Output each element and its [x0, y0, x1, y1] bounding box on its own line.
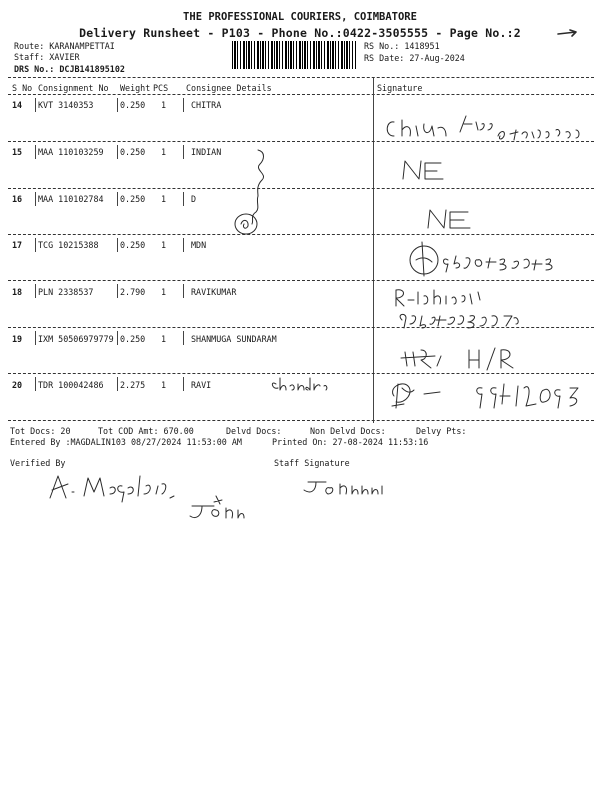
row-consignee: CHITRA: [191, 100, 222, 110]
row-pcs: 1: [161, 147, 167, 157]
table-top-rule: [8, 77, 594, 78]
verified-signature: [44, 470, 184, 506]
row-consignment: TDR 100042486: [38, 380, 104, 390]
consignee-handwriting-row-20: [270, 374, 330, 394]
rs-date: RS Date: 27-Aug-2024: [364, 53, 465, 63]
row-pcs: 1: [161, 334, 167, 344]
runsheet-subtitle: Delivery Runsheet - P103 - Phone No.:0422-3505555 - Page No.:2: [79, 26, 521, 40]
staff-label: Staff: XAVIER: [14, 52, 80, 62]
row-consignee: RAVIKUMAR: [191, 287, 237, 297]
row-consignment: MAA 110102784: [38, 194, 104, 204]
barcode: [232, 41, 356, 69]
staff-signature: [300, 474, 400, 498]
total-cod-amount: Tot COD Amt: 670.00: [98, 426, 194, 436]
row-consignee: RAVI: [191, 380, 212, 390]
total-docs: Tot Docs: 20: [10, 426, 71, 436]
row-separator: [8, 373, 594, 374]
row-weight: 0.250: [120, 334, 146, 344]
row-pcs: 1: [161, 287, 167, 297]
staff-signature-label: Staff Signature: [274, 458, 350, 468]
signature-row-14: [380, 110, 595, 150]
col-weight: Weight: [120, 83, 151, 93]
row-consignment: KVT 3140353: [38, 100, 94, 110]
signature-row-17: [404, 238, 584, 278]
signature-column-divider: [373, 78, 374, 423]
row-weight: 0.250: [120, 240, 146, 250]
row-consignee: SHANMUGA SUNDARAM: [191, 334, 277, 344]
non-delivered-docs: Non Delvd Docs:: [310, 426, 386, 436]
drs-number: DRS No.: DCJB141895102: [14, 64, 125, 74]
signature-row-16: [420, 202, 500, 234]
rs-number: RS No.: 1418951: [364, 41, 440, 51]
connector-squiggle: [234, 146, 274, 240]
col-consignment: Consignment No: [38, 83, 109, 93]
col-consignee: Consignee Details: [186, 83, 272, 93]
row-sno: 20: [12, 380, 23, 390]
row-weight: 0.250: [120, 100, 146, 110]
row-separator: [8, 141, 594, 142]
row-consignment: TCG 10215388: [38, 240, 99, 250]
row-consignment: IXM 50506979779: [38, 334, 114, 344]
row-consignment: MAA 110103259: [38, 147, 104, 157]
row-consignee: MDN: [191, 240, 207, 250]
verified-by-label: Verified By: [10, 458, 66, 468]
row-sno: 16: [12, 194, 23, 204]
table-header-rule: [8, 94, 594, 95]
delivered-docs: Delvd Docs:: [226, 426, 282, 436]
row-weight: 0.250: [120, 147, 146, 157]
row-pcs: 1: [161, 194, 167, 204]
row-separator: [8, 234, 594, 235]
row-pcs: 1: [161, 380, 167, 390]
row-weight: 2.790: [120, 287, 146, 297]
row-sno: 19: [12, 334, 23, 344]
row-consignee: D: [191, 194, 197, 204]
row-separator: [8, 188, 594, 189]
row-pcs: 1: [161, 100, 167, 110]
signature-row-20: [384, 374, 594, 418]
row-weight: 2.275: [120, 380, 146, 390]
table-bottom-rule: [8, 420, 594, 421]
signature-row-18: [388, 286, 578, 332]
company-title: THE PROFESSIONAL COURIERS, COIMBATORE: [183, 11, 417, 23]
entered-by: Entered By :MAGDALIN103 08/27/2024 11:53:00 AM: [10, 437, 242, 447]
row-sno: 17: [12, 240, 23, 250]
route-label: Route: KARANAMPETTAI: [14, 41, 115, 51]
signature-row-15: [395, 155, 475, 185]
initials-signature: [186, 492, 258, 524]
row-pcs: 1: [161, 240, 167, 250]
row-sno: 18: [12, 287, 23, 297]
row-consignee: INDIAN: [191, 147, 222, 157]
col-pcs: PCS: [153, 83, 169, 93]
printed-on: Printed On: 27-08-2024 11:53:16: [272, 437, 429, 447]
col-signature: Signature: [377, 83, 423, 93]
delivery-points: Delvy Pts:: [416, 426, 467, 436]
row-separator: [8, 327, 594, 328]
row-consignment: PLN 2338537: [38, 287, 94, 297]
row-weight: 0.250: [120, 194, 146, 204]
col-sno: S No: [12, 83, 33, 93]
row-separator: [8, 280, 594, 281]
row-sno: 15: [12, 147, 23, 157]
signature-row-19: [395, 344, 535, 374]
row-sno: 14: [12, 100, 23, 110]
